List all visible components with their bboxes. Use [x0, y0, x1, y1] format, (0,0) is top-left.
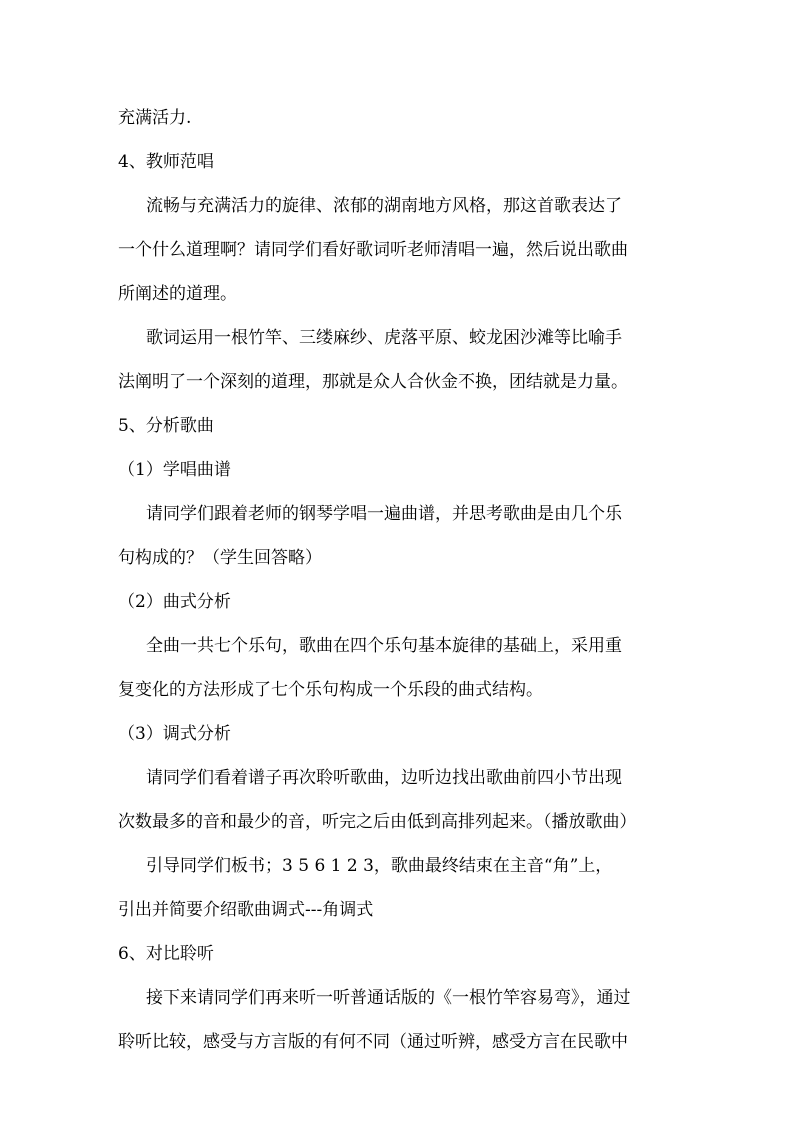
text-line: 全曲一共七个乐句，歌曲在四个乐句基本旋律的基础上，采用重	[146, 636, 622, 656]
section-heading-6: 6、对比聆听	[118, 944, 214, 964]
subheading-3: （3）调式分析	[118, 724, 231, 744]
text-line: 请同学们跟着老师的钢琴学唱一遍曲谱，并思考歌曲是由几个乐	[146, 504, 622, 524]
text-line: 流畅与充满活力的旋律、浓郁的湖南地方风格，那这首歌表达了	[146, 196, 622, 216]
text-line: 聆听比较，感受与方言版的有何不同（通过听辨，感受方言在民歌中	[118, 1032, 628, 1052]
text-line: 引导同学们板书；3 5 6 1 2 3，歌曲最终结束在主音“角”上，	[146, 856, 613, 876]
text-line: 充满活力.	[118, 108, 192, 128]
text-line: 请同学们看着谱子再次聆听歌曲，边听边找出歌曲前四小节出现	[146, 768, 622, 788]
text-line: 歌词运用一根竹竿、三缕麻纱、虎落平原、蛟龙困沙滩等比喻手	[146, 328, 622, 348]
text-line: 接下来请同学们再来听一听普通话版的《一根竹竿容易弯》，通过	[146, 988, 631, 1008]
text-line: 次数最多的音和最少的音，听完之后由低到高排列起来。（播放歌曲）	[118, 812, 637, 832]
section-heading-5: 5、分析歌曲	[118, 416, 214, 436]
subheading-2: （2）曲式分析	[118, 592, 231, 612]
text-line: 法阐明了一个深刻的道理，那就是众人合伙金不换，团结就是力量。	[118, 372, 628, 392]
text-line: 所阐述的道理。	[118, 284, 237, 304]
subheading-1: （1）学唱曲谱	[118, 460, 231, 480]
text-line: 引出并简要介绍歌曲调式---角调式	[118, 900, 374, 920]
text-line: 一个什么道理啊？请同学们看好歌词听老师清唱一遍，然后说出歌曲	[118, 240, 628, 260]
section-heading-4: 4、教师范唱	[118, 152, 214, 172]
text-line: 句构成的？（学生回答略）	[118, 548, 322, 568]
text-line: 复变化的方法形成了七个乐句构成一个乐段的曲式结构。	[118, 680, 543, 700]
